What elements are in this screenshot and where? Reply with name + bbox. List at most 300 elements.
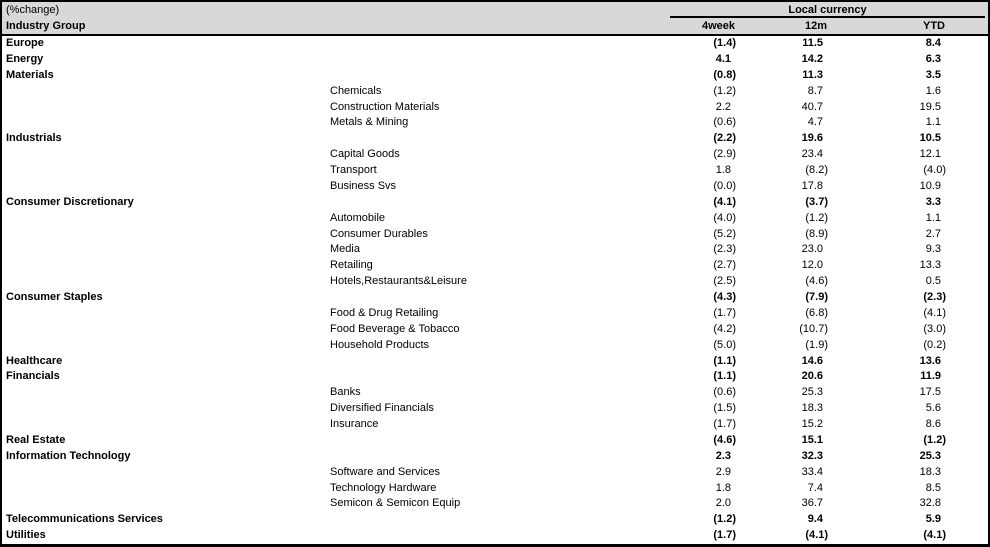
value-text: (0.6) xyxy=(713,116,736,129)
row-label: Food Beverage & Tobacco xyxy=(330,322,460,335)
value-text: 1.6 xyxy=(925,84,941,97)
value-text: 10.5 xyxy=(919,132,941,145)
column-header-4week: 4week xyxy=(701,20,735,32)
value-text: (1.4) xyxy=(713,37,736,49)
value-cell-12m xyxy=(738,100,830,116)
value-text: 8.6 xyxy=(925,418,941,430)
value-cell-4week xyxy=(670,306,738,322)
value-text: (8.9) xyxy=(805,227,828,240)
value-cell-12m xyxy=(738,84,830,100)
value-cell-4week xyxy=(670,211,738,227)
row-filler xyxy=(948,306,988,322)
value-cell-ytd xyxy=(830,322,948,338)
value-text: 2.3 xyxy=(715,449,731,462)
value-text: 17.5 xyxy=(919,386,941,399)
value-text: (10.7) xyxy=(799,322,828,335)
value-text: (0.6) xyxy=(713,386,736,399)
value-cell-4week xyxy=(670,227,738,243)
value-cell-4week xyxy=(670,84,738,100)
row-label: Insurance xyxy=(330,418,379,430)
value-text: 2.9 xyxy=(715,465,731,478)
value-text: (5.0) xyxy=(713,338,736,351)
value-cell-4week xyxy=(670,354,738,370)
value-text: 2.0 xyxy=(715,497,731,510)
value-text: (1.1) xyxy=(713,354,736,367)
value-cell-ytd xyxy=(830,338,948,354)
value-cell-12m xyxy=(738,242,830,258)
row-label: Utilities xyxy=(6,529,46,542)
row-filler xyxy=(948,354,988,370)
value-text: 18.3 xyxy=(919,465,941,478)
row-label: Information Technology xyxy=(6,449,131,462)
table-row xyxy=(2,52,988,68)
row-label: Media xyxy=(330,243,360,256)
value-cell-4week xyxy=(670,401,738,417)
header-row-currency xyxy=(2,2,988,18)
row-label: Chemicals xyxy=(330,84,382,97)
table-header xyxy=(2,2,988,36)
table-row xyxy=(2,417,988,433)
value-text: 9.4 xyxy=(807,513,823,526)
row-filler xyxy=(948,195,988,211)
table-row xyxy=(2,36,988,52)
value-text: 8.5 xyxy=(925,481,941,494)
value-cell-12m xyxy=(738,131,830,147)
row-filler xyxy=(948,322,988,338)
local-currency-span xyxy=(670,2,985,18)
value-cell-12m xyxy=(738,433,830,449)
value-text: 2.7 xyxy=(925,227,941,240)
row-filler xyxy=(948,465,988,481)
value-cell-4week xyxy=(670,36,738,52)
row-label: Europe xyxy=(6,37,44,49)
value-cell-ytd xyxy=(830,433,948,449)
table-row xyxy=(2,306,988,322)
value-text: (0.8) xyxy=(713,68,736,81)
table-row xyxy=(2,496,988,512)
row-filler xyxy=(948,449,988,465)
value-cell-ytd xyxy=(830,449,948,465)
value-cell-4week xyxy=(670,512,738,528)
value-cell-ytd xyxy=(830,84,948,100)
value-cell-12m xyxy=(738,354,830,370)
value-text: 25.3 xyxy=(919,449,941,462)
value-text: 1.1 xyxy=(925,116,941,129)
value-cell-ytd xyxy=(830,100,948,116)
row-label: Construction Materials xyxy=(330,100,440,113)
value-cell-4week xyxy=(670,163,738,179)
value-text: 1.8 xyxy=(715,164,731,176)
value-cell-12m xyxy=(738,290,830,306)
value-cell-4week xyxy=(670,195,738,211)
value-cell-4week xyxy=(670,528,738,544)
value-cell-ytd xyxy=(830,512,948,528)
industry-group-header: Industry Group xyxy=(6,20,86,32)
value-text: (1.2) xyxy=(713,84,736,97)
value-text: (2.7) xyxy=(713,259,736,272)
value-cell-ytd xyxy=(830,354,948,370)
row-filler xyxy=(948,338,988,354)
value-cell-ytd xyxy=(830,481,948,497)
value-cell-12m xyxy=(738,36,830,52)
table-row xyxy=(2,481,988,497)
row-filler xyxy=(948,163,988,179)
row-label: Real Estate xyxy=(6,433,66,446)
table-row xyxy=(2,100,988,116)
value-cell-12m xyxy=(738,258,830,274)
value-cell-ytd xyxy=(830,68,948,84)
value-cell-ytd xyxy=(830,147,948,163)
value-text: 12.0 xyxy=(801,259,823,272)
table-row xyxy=(2,290,988,306)
value-text: (1.5) xyxy=(713,402,736,415)
value-text: (1.2) xyxy=(713,513,736,526)
row-filler xyxy=(948,512,988,528)
value-text: 19.5 xyxy=(919,100,941,113)
value-cell-12m xyxy=(738,227,830,243)
value-text: 17.8 xyxy=(801,179,823,192)
value-text: (2.2) xyxy=(713,132,736,145)
row-filler xyxy=(948,274,988,290)
row-filler xyxy=(948,242,988,258)
value-cell-12m xyxy=(738,512,830,528)
value-text: 8.4 xyxy=(925,37,941,49)
value-text: 7.4 xyxy=(807,481,823,494)
value-cell-ytd xyxy=(830,385,948,401)
value-text: (1.7) xyxy=(713,418,736,430)
value-text: 32.8 xyxy=(919,497,941,510)
value-text: 32.3 xyxy=(801,449,823,462)
value-cell-12m xyxy=(738,417,830,433)
value-cell-4week xyxy=(670,242,738,258)
row-label: Industrials xyxy=(6,132,62,145)
value-text: 14.6 xyxy=(801,354,823,367)
row-label: Hotels,Restaurants&Leisure xyxy=(330,275,467,288)
value-cell-ytd xyxy=(830,417,948,433)
value-cell-4week xyxy=(670,449,738,465)
value-text: (0.0) xyxy=(713,179,736,192)
value-text: 2.2 xyxy=(715,100,731,113)
table-row xyxy=(2,242,988,258)
value-cell-ytd xyxy=(830,227,948,243)
value-text: (8.2) xyxy=(805,164,828,176)
value-text: 11.3 xyxy=(802,68,823,81)
value-cell-12m xyxy=(738,481,830,497)
value-cell-4week xyxy=(670,52,738,68)
header-row-columns xyxy=(2,18,988,34)
table-row xyxy=(2,258,988,274)
value-cell-12m xyxy=(738,401,830,417)
value-text: 23.0 xyxy=(801,243,823,256)
value-cell-4week xyxy=(670,496,738,512)
value-cell-ytd xyxy=(830,465,948,481)
value-cell-12m xyxy=(738,385,830,401)
value-cell-4week xyxy=(670,417,738,433)
value-text: 11.9 xyxy=(920,370,941,383)
header-filler xyxy=(948,18,988,34)
row-filler xyxy=(948,369,988,385)
value-text: 23.4 xyxy=(801,148,823,161)
row-label: Household Products xyxy=(330,338,430,351)
value-text: (2.9) xyxy=(713,148,736,161)
row-label: Retailing xyxy=(330,259,373,272)
row-filler xyxy=(948,401,988,417)
row-label: Consumer Staples xyxy=(6,291,103,303)
value-cell-12m xyxy=(738,147,830,163)
row-label: Telecommunications Services xyxy=(6,513,163,526)
value-text: (1.1) xyxy=(713,370,736,383)
table-row xyxy=(2,338,988,354)
value-text: 18.3 xyxy=(801,402,823,415)
row-label: Business Svs xyxy=(330,179,397,192)
value-cell-ytd xyxy=(830,496,948,512)
value-cell-ytd xyxy=(830,211,948,227)
row-filler xyxy=(948,179,988,195)
value-text: 1.8 xyxy=(715,481,731,494)
value-cell-4week xyxy=(670,385,738,401)
table-row xyxy=(2,322,988,338)
value-text: (7.9) xyxy=(805,291,828,303)
row-label: Technology Hardware xyxy=(330,481,437,494)
value-cell-ytd xyxy=(830,242,948,258)
value-text: 6.3 xyxy=(925,52,941,65)
value-text: 1.1 xyxy=(925,211,941,224)
row-filler xyxy=(948,290,988,306)
value-cell-4week xyxy=(670,100,738,116)
table-row xyxy=(2,227,988,243)
table-row xyxy=(2,131,988,147)
table-row xyxy=(2,68,988,84)
table-row xyxy=(2,195,988,211)
value-cell-12m xyxy=(738,496,830,512)
value-cell-ytd xyxy=(830,131,948,147)
value-text: (2.3) xyxy=(713,243,736,256)
value-text: 13.6 xyxy=(919,354,941,367)
row-filler xyxy=(948,227,988,243)
value-cell-ytd xyxy=(830,290,948,306)
value-text: 19.6 xyxy=(801,132,823,145)
value-text: 15.1 xyxy=(801,433,823,446)
row-label: Capital Goods xyxy=(330,148,400,161)
table-row xyxy=(2,84,988,100)
value-cell-ytd xyxy=(830,163,948,179)
value-cell-4week xyxy=(670,68,738,84)
value-text: (4.6) xyxy=(805,275,828,288)
value-text: (5.2) xyxy=(713,227,736,240)
row-filler xyxy=(948,115,988,131)
value-text: (3.0) xyxy=(923,322,946,335)
value-cell-ytd xyxy=(830,179,948,195)
value-text: (4.1) xyxy=(713,195,736,208)
value-text: 3.5 xyxy=(925,68,941,81)
row-label: Healthcare xyxy=(6,354,63,367)
table-row xyxy=(2,465,988,481)
value-text: (0.2) xyxy=(923,338,946,351)
value-text: (4.1) xyxy=(923,306,946,319)
row-label: Semicon & Semicon Equip xyxy=(330,497,461,510)
value-cell-ytd xyxy=(830,36,948,52)
value-text: (4.1) xyxy=(923,529,946,542)
value-text: (4.1) xyxy=(805,529,828,542)
value-text: 40.7 xyxy=(801,100,823,113)
value-text: 4.7 xyxy=(807,116,823,129)
value-text: (4.2) xyxy=(713,322,736,335)
row-label: Consumer Discretionary xyxy=(6,195,134,208)
row-label: Consumer Durables xyxy=(330,227,428,240)
value-text: (1.9) xyxy=(805,338,828,351)
value-text: 25.3 xyxy=(801,386,823,399)
value-cell-12m xyxy=(738,68,830,84)
value-cell-4week xyxy=(670,115,738,131)
table-row xyxy=(2,385,988,401)
value-cell-ytd xyxy=(830,401,948,417)
value-cell-12m xyxy=(738,211,830,227)
row-filler xyxy=(948,481,988,497)
value-text: 9.3 xyxy=(925,243,941,256)
value-cell-4week xyxy=(670,290,738,306)
value-cell-12m xyxy=(738,179,830,195)
value-cell-12m xyxy=(738,274,830,290)
value-cell-12m xyxy=(738,449,830,465)
value-text: 13.3 xyxy=(919,259,941,272)
value-cell-ytd xyxy=(830,115,948,131)
value-cell-12m xyxy=(738,528,830,544)
value-text: (4.0) xyxy=(713,211,736,224)
value-cell-4week xyxy=(670,258,738,274)
value-cell-ytd xyxy=(830,258,948,274)
table-row xyxy=(2,211,988,227)
value-text: 0.5 xyxy=(925,275,941,288)
row-filler xyxy=(948,496,988,512)
value-cell-4week xyxy=(670,338,738,354)
row-label: Metals & Mining xyxy=(330,116,409,129)
table-row xyxy=(2,115,988,131)
value-text: (2.3) xyxy=(923,291,946,303)
value-text: (1.7) xyxy=(713,306,736,319)
row-label: Food & Drug Retailing xyxy=(330,306,439,319)
value-cell-12m xyxy=(738,163,830,179)
row-filler xyxy=(948,84,988,100)
value-cell-4week xyxy=(670,179,738,195)
table-row xyxy=(2,449,988,465)
value-text: (1.7) xyxy=(713,529,736,542)
table-row xyxy=(2,512,988,528)
row-filler xyxy=(948,417,988,433)
value-text: 11.5 xyxy=(802,37,823,49)
percent-change-label: (%change) xyxy=(6,4,60,16)
row-filler xyxy=(948,131,988,147)
row-filler xyxy=(948,528,988,544)
value-text: 3.3 xyxy=(925,195,941,208)
value-cell-12m xyxy=(738,306,830,322)
value-cell-4week xyxy=(670,369,738,385)
value-text: 10.9 xyxy=(919,179,941,192)
value-cell-12m xyxy=(738,465,830,481)
value-cell-12m xyxy=(738,52,830,68)
value-cell-4week xyxy=(670,481,738,497)
value-text: (4.6) xyxy=(713,433,736,446)
row-label: Energy xyxy=(6,52,44,65)
value-text: 20.6 xyxy=(801,370,823,383)
value-cell-4week xyxy=(670,131,738,147)
table-row xyxy=(2,163,988,179)
row-label: Diversified Financials xyxy=(330,402,434,415)
table-body xyxy=(2,36,988,544)
value-cell-12m xyxy=(738,338,830,354)
row-filler xyxy=(948,100,988,116)
value-text: 8.7 xyxy=(807,84,823,97)
value-text: 4.1 xyxy=(715,52,731,65)
value-cell-4week xyxy=(670,465,738,481)
column-header-ytd: YTD xyxy=(923,20,945,32)
value-text: (1.2) xyxy=(805,211,828,224)
value-text: (2.5) xyxy=(713,275,736,288)
table-row xyxy=(2,401,988,417)
table-row xyxy=(2,354,988,370)
value-cell-12m xyxy=(738,369,830,385)
value-text: (1.2) xyxy=(923,433,946,446)
value-cell-ytd xyxy=(830,306,948,322)
row-filler xyxy=(948,68,988,84)
row-filler xyxy=(948,52,988,68)
row-filler xyxy=(948,211,988,227)
local-currency-label: Local currency xyxy=(788,4,867,16)
column-header-12m: 12m xyxy=(804,20,827,32)
value-cell-12m xyxy=(738,322,830,338)
value-cell-4week xyxy=(670,274,738,290)
value-text: 14.2 xyxy=(801,52,823,65)
value-cell-ytd xyxy=(830,52,948,68)
row-label: Transport xyxy=(330,164,377,176)
row-label: Automobile xyxy=(330,211,386,224)
row-label: Materials xyxy=(6,68,54,81)
value-text: 15.2 xyxy=(801,418,823,430)
table-row xyxy=(2,369,988,385)
value-cell-ytd xyxy=(830,369,948,385)
value-text: 12.1 xyxy=(919,148,941,161)
row-filler xyxy=(948,433,988,449)
table-row xyxy=(2,274,988,290)
value-cell-ytd xyxy=(830,195,948,211)
value-cell-12m xyxy=(738,115,830,131)
value-text: (6.8) xyxy=(805,306,828,319)
value-text: 5.9 xyxy=(925,513,941,526)
value-cell-ytd xyxy=(830,528,948,544)
value-text: (3.7) xyxy=(805,195,828,208)
table-row xyxy=(2,433,988,449)
table-row xyxy=(2,147,988,163)
value-text: 33.4 xyxy=(801,465,823,478)
value-text: 36.7 xyxy=(801,497,823,510)
row-label: Financials xyxy=(6,370,60,383)
value-text: (4.3) xyxy=(713,291,736,303)
table-row xyxy=(2,528,988,544)
row-filler xyxy=(948,385,988,401)
value-cell-4week xyxy=(670,147,738,163)
row-filler xyxy=(948,36,988,52)
value-cell-4week xyxy=(670,322,738,338)
row-filler xyxy=(948,147,988,163)
value-text: 5.6 xyxy=(925,402,941,415)
row-filler xyxy=(948,258,988,274)
value-text: (4.0) xyxy=(923,164,946,176)
row-label: Software and Services xyxy=(330,465,441,478)
row-label: Banks xyxy=(330,386,361,399)
value-cell-12m xyxy=(738,195,830,211)
table-row xyxy=(2,179,988,195)
value-cell-ytd xyxy=(830,274,948,290)
value-cell-4week xyxy=(670,433,738,449)
